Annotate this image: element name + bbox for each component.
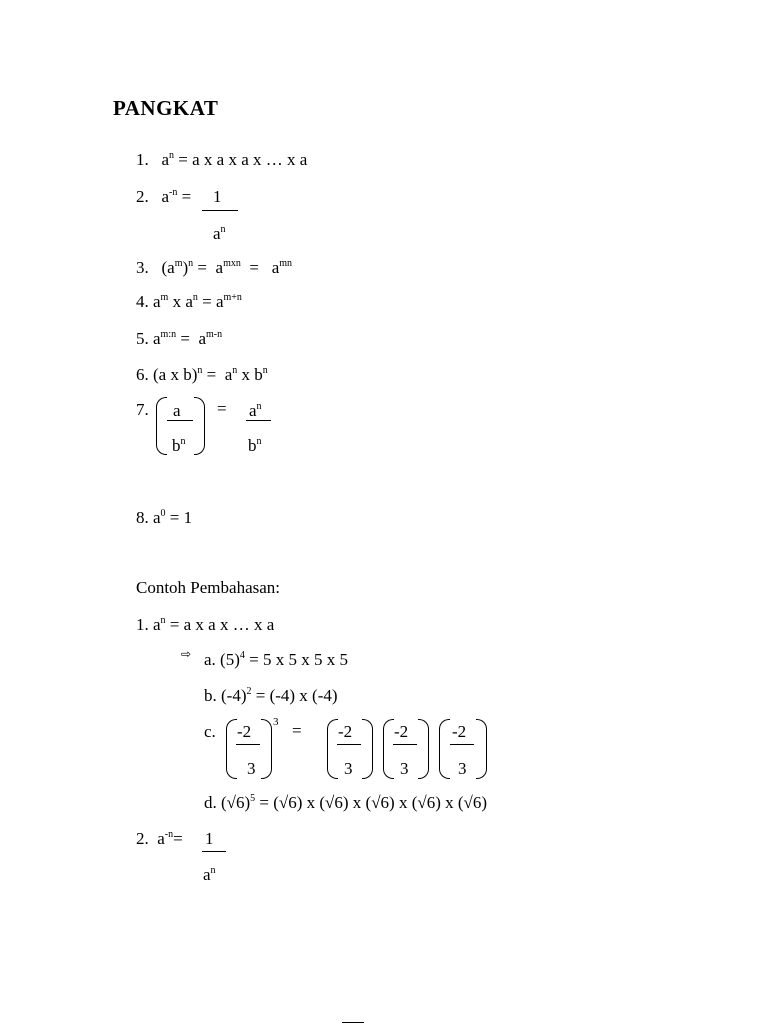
examples-heading: Contoh Pembahasan: bbox=[136, 578, 281, 597]
right-bracket bbox=[194, 397, 205, 455]
equals: = bbox=[181, 187, 192, 206]
fraction-denominator: 3 bbox=[400, 759, 409, 778]
fraction-bar bbox=[450, 744, 474, 745]
example-2: 2. $a^{-n}=$ bbox=[136, 829, 183, 848]
fraction-denominator: $a^n$ bbox=[203, 865, 216, 884]
fraction-numerator: -2 bbox=[394, 722, 409, 741]
fraction-bar bbox=[202, 851, 226, 852]
fraction-bar bbox=[246, 420, 271, 421]
rule-1 bbox=[136, 151, 307, 168]
exponent: 3 bbox=[273, 716, 279, 728]
rule-number: 4. bbox=[136, 292, 149, 311]
example-item-b: b. $(-4)^2 = (-4)$ x (-4) bbox=[204, 686, 338, 705]
fraction-bar bbox=[393, 744, 417, 745]
rule-5: 5. $a^{m:n} = a^{m-n}$ bbox=[136, 329, 223, 348]
fraction-numerator: 1 bbox=[213, 187, 222, 206]
example-item-d: d. $(√6)^5 = (√6)$ x (√6) x (√6) x (√6) x (√6) bbox=[204, 793, 488, 812]
left-bracket bbox=[156, 397, 167, 455]
rule-4: 4. $a^m$ x $a^n = a^{m+n}$ bbox=[136, 292, 242, 311]
result-denominator: $b^n$ bbox=[248, 436, 262, 455]
fraction-denominator: $a^n$ bbox=[213, 224, 226, 243]
left-bracket bbox=[439, 719, 450, 779]
fraction-bar bbox=[202, 210, 238, 211]
fraction-bar bbox=[236, 744, 260, 745]
fraction-numerator: -2 bbox=[237, 722, 252, 741]
rule-number: 7. bbox=[136, 400, 149, 419]
left-bracket bbox=[327, 719, 338, 779]
rule-number: 2. bbox=[136, 187, 149, 206]
example-item-a: a. $(5)^4 = 5$ x 5 x 5 x 5 bbox=[204, 650, 348, 669]
fraction-bar bbox=[337, 744, 361, 745]
rule-3: 3. $(a^m)^n = a^{mxn}$ = $a^{mn}$ bbox=[136, 258, 293, 277]
fraction-numerator: a bbox=[173, 401, 181, 420]
fraction-numerator: -2 bbox=[452, 722, 467, 741]
fraction-denominator: 3 bbox=[344, 759, 353, 778]
example-number: 2. bbox=[136, 829, 149, 848]
base: a bbox=[161, 150, 170, 169]
fraction-denominator: 3 bbox=[247, 759, 256, 778]
rule-number: 5. bbox=[136, 329, 149, 348]
right-bracket bbox=[476, 719, 487, 779]
item-label: c. bbox=[204, 722, 216, 741]
page-footer-mark bbox=[342, 1022, 364, 1023]
rule-number: 1. bbox=[136, 150, 149, 169]
rule-number: 8. bbox=[136, 508, 149, 527]
fraction-numerator: -2 bbox=[338, 722, 353, 741]
equals: = bbox=[217, 399, 227, 418]
fraction-numerator: 1 bbox=[205, 829, 214, 848]
rule-number: 6. bbox=[136, 365, 149, 384]
base: a bbox=[161, 187, 170, 206]
fraction-denominator: $b^n$ bbox=[172, 436, 186, 455]
exponent: n bbox=[169, 150, 175, 161]
right-bracket bbox=[362, 719, 373, 779]
fraction-bar bbox=[167, 420, 193, 421]
example-number: 1. bbox=[136, 615, 149, 634]
rule-6: 6. (a x $b)^n = a^n$ x $b^n$ bbox=[136, 365, 268, 384]
page-title: PANGKAT bbox=[113, 96, 219, 120]
left-bracket bbox=[383, 719, 394, 779]
expansion: = a x a x a x … x a bbox=[178, 150, 308, 169]
equals: = bbox=[292, 721, 302, 740]
rule-2 bbox=[136, 188, 191, 205]
exponent: -n bbox=[169, 187, 178, 198]
rule-number: 3. bbox=[136, 258, 149, 277]
rule-8: 8. $a^0 = 1$ bbox=[136, 508, 193, 527]
fraction-denominator: 3 bbox=[458, 759, 467, 778]
result-numerator: $a^n$ bbox=[249, 401, 262, 420]
right-bracket bbox=[418, 719, 429, 779]
arrow-icon: ⇨ bbox=[181, 647, 192, 661]
example-1: 1. $a^n = a$ x a x … x a bbox=[136, 615, 275, 634]
right-bracket bbox=[261, 719, 272, 779]
left-bracket bbox=[226, 719, 237, 779]
